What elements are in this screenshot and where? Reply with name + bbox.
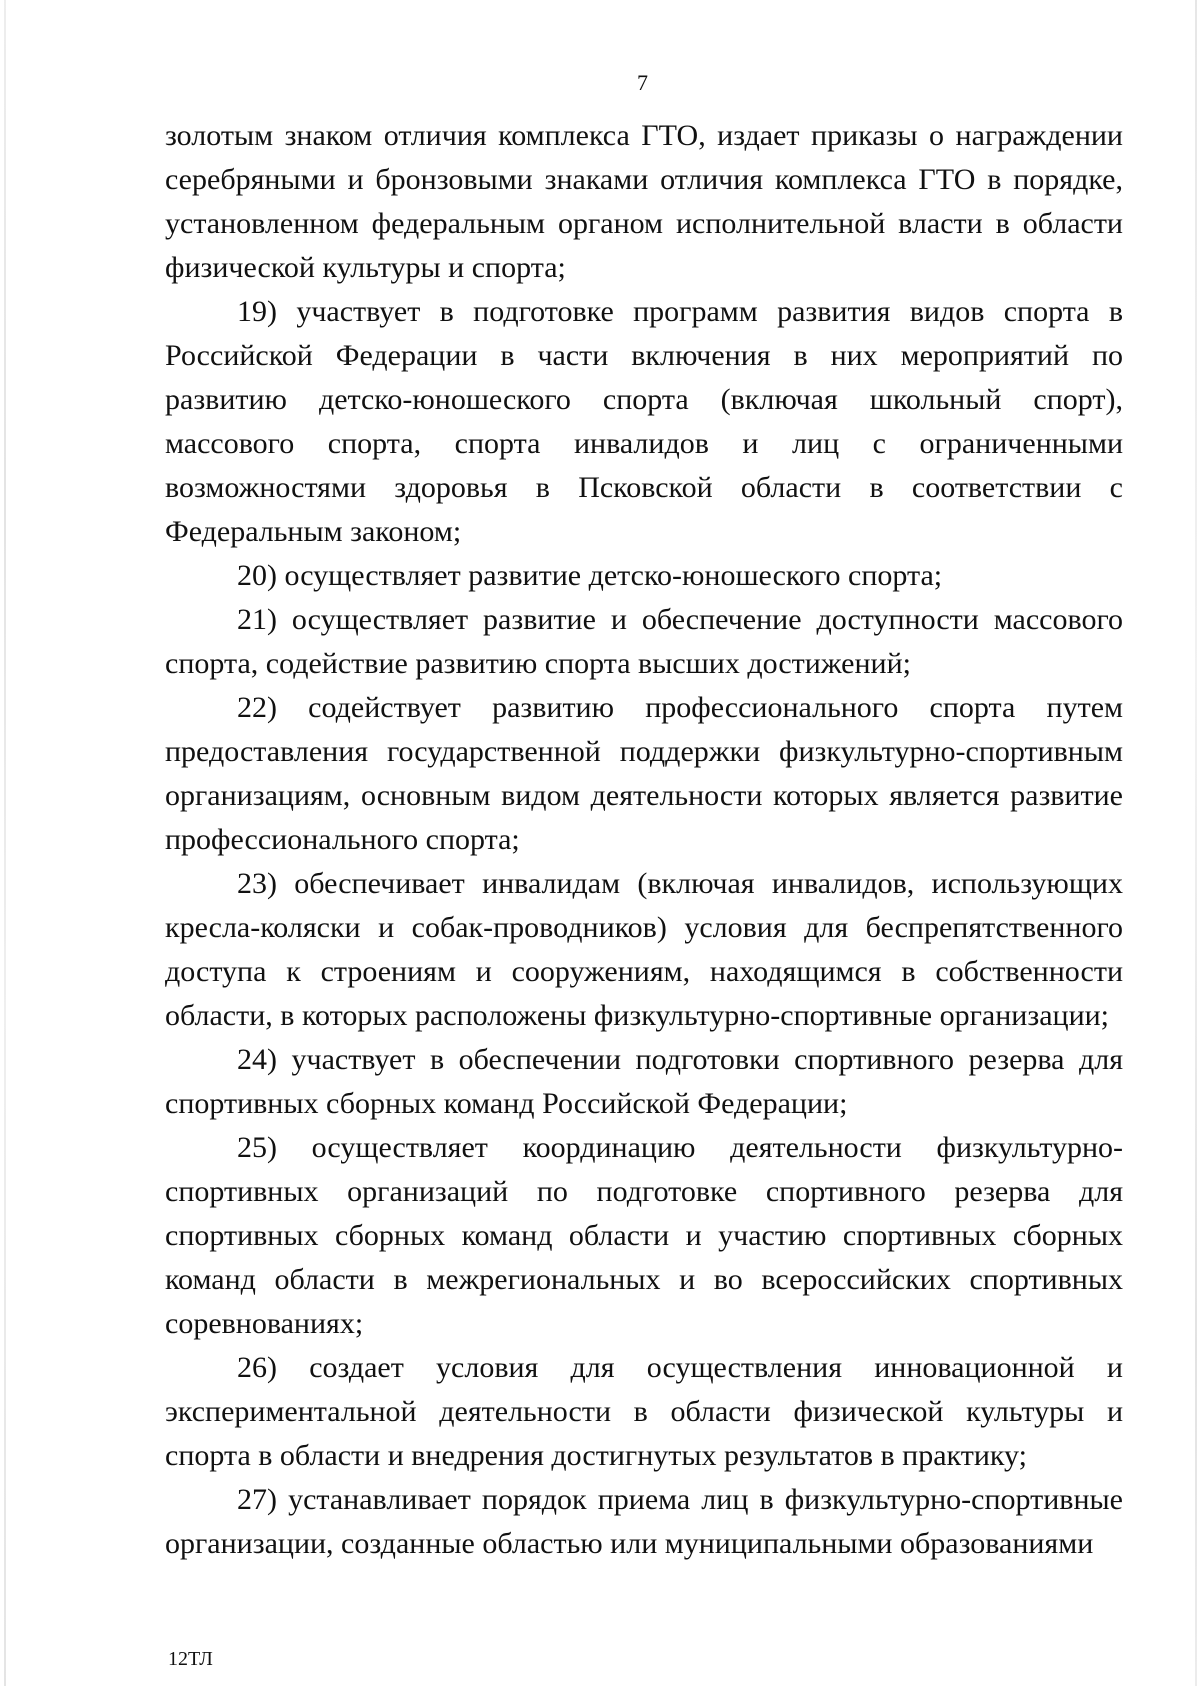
- paragraph-item-27: 27) устанавливает порядок приема лиц в физкультурно-спортивные организации, созданные областью или муниципальными образованиями: [165, 1483, 1123, 1560]
- paragraph-item-22: 22) содействует развитию профессионального спорта путем предоставления государственной поддержки физкультурно-спортивным организациям, основным видом деятельности которых является развитие профессионального спорта;: [165, 691, 1123, 856]
- scan-edge-left: [4, 0, 6, 1686]
- document-body: [165, 114, 1123, 1566]
- scan-edge-right: [1195, 0, 1197, 1686]
- footer-code: 12ТЛ: [168, 1648, 213, 1670]
- paragraph-item-19: 19) участвует в подготовке программ развития видов спорта в Российской Федерации в части включения в них мероприятий по развитию детско-юношеского спорта (включая школьный спорт), массового спорта, спорта инвалидов и лиц с ограниченными возможностями здоровья в Псковской области в соответствии с Федеральным законом;: [165, 295, 1123, 548]
- paragraph-item-24: 24) участвует в обеспечении подготовки спортивного резерва для спортивных сборных команд Российской Федерации;: [165, 1043, 1123, 1120]
- paragraph-item-25: 25) осуществляет координацию деятельности физкультурно-спортивных организаций по подготовке спортивного резерва для спортивных сборных команд области и участию спортивных сборных команд области в межрегиональных и во всероссийских спортивных соревнованиях;: [165, 1131, 1123, 1340]
- paragraph-item-21: 21) осуществляет развитие и обеспечение доступности массового спорта, содействие развитию спорта высших достижений;: [165, 603, 1123, 680]
- paragraph-item-26: 26) создает условия для осуществления инновационной и экспериментальной деятельности в области физической культуры и спорта в области и внедрения достигнутых результатов в практику;: [165, 1351, 1123, 1472]
- paragraph-item-23: 23) обеспечивает инвалидам (включая инвалидов, использующих кресла-коляски и собак-проводников) условия для беспрепятственного доступа к строениям и сооружениям, находящимся в собственности области, в которых расположены физкультурно-спортивные организации;: [165, 867, 1123, 1032]
- paragraph-continuation: золотым знаком отличия комплекса ГТО, издает приказы о награждении серебряными и бронзовыми знаками отличия комплекса ГТО в порядке, установленном федеральным органом исполнительной власти в области физической культуры и спорта;: [165, 119, 1123, 284]
- page-number: 7: [637, 70, 648, 95]
- paragraph-item-20: 20) осуществляет развитие детско-юношеского спорта;: [237, 559, 943, 592]
